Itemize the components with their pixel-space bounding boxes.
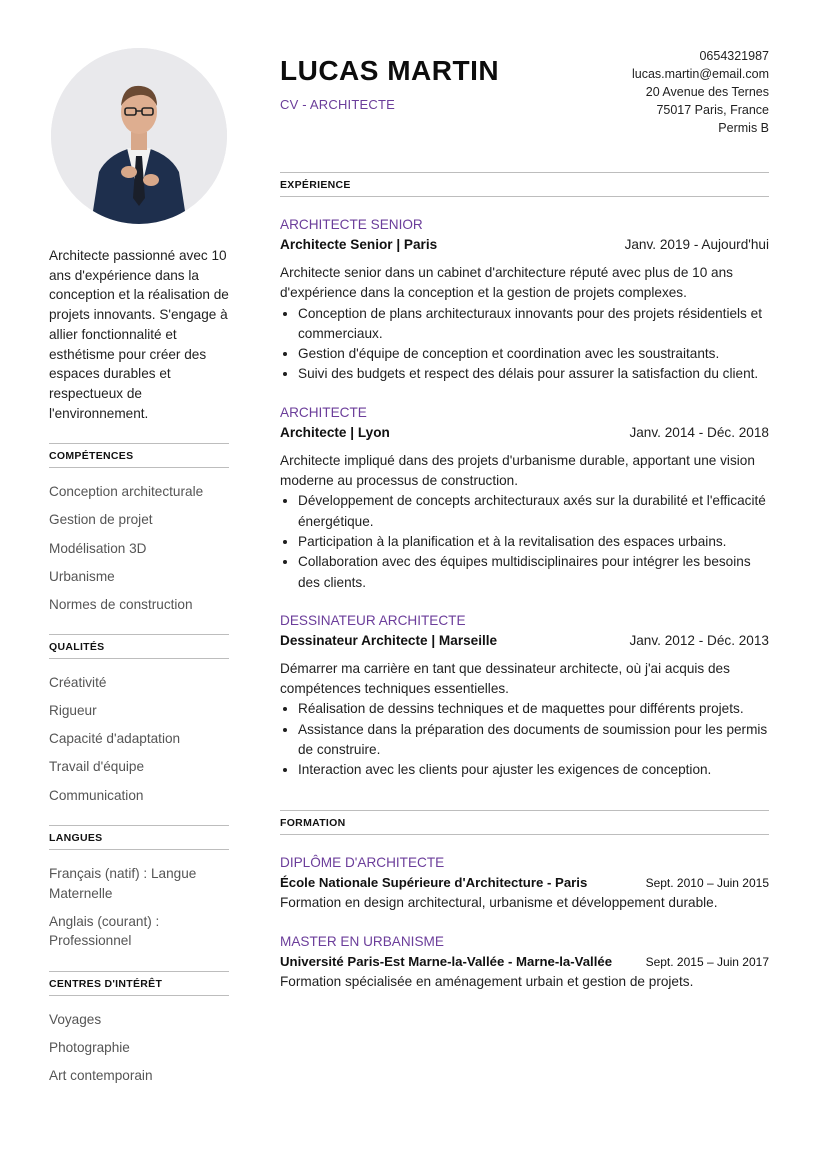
job-dates: Janv. 2019 - Aujourd'hui xyxy=(624,237,769,252)
languages-heading: LANGUES xyxy=(49,825,229,850)
education-entry xyxy=(280,933,769,992)
languages-section xyxy=(49,825,229,951)
job-bullets xyxy=(280,304,769,385)
interests-heading: CENTRES D'INTÉRÊT xyxy=(49,971,229,996)
job-bullet: • Interaction avec les clients pour ajuster les exigences de conception. xyxy=(298,760,769,780)
skill-item: Modélisation 3D xyxy=(49,540,147,556)
interest-item: Voyages xyxy=(49,1011,102,1027)
candidate-name: LUCAS MARTIN xyxy=(280,55,500,86)
quality-item: Communication xyxy=(49,787,144,803)
job-company: Architecte Senior | Paris xyxy=(280,237,438,252)
cv-subtitle: CV - ARCHITECTE xyxy=(280,97,395,112)
quality-item: Créativité xyxy=(49,675,107,691)
phone-number: 0654321987 xyxy=(699,49,769,63)
job-bullet: • Développement de concepts architecturaux axés sur la durabilité et l'efficacité énergétique. xyxy=(298,491,769,532)
job-description: Démarrer ma carrière en tant que dessinateur architecte, où j'ai acquis des compétences techniques essentielles. xyxy=(280,660,730,697)
job-entry xyxy=(280,612,769,781)
job-description: Architecte senior dans un cabinet d'architecture réputé avec plus de 10 ans d'expérience dans la conception et la gestion de projets complexes. xyxy=(280,265,733,301)
experience-heading: EXPÉRIENCE xyxy=(280,172,769,197)
job-dates: Janv. 2012 - Déc. 2013 xyxy=(629,632,769,648)
address-line-2: 75017 Paris, France xyxy=(656,103,769,117)
interest-item: Art contemporain xyxy=(49,1067,153,1083)
job-entry xyxy=(280,216,769,385)
school-name: École Nationale Supérieure d'Architecture - Paris xyxy=(280,874,588,890)
interests-section xyxy=(49,971,229,1086)
qualities-section xyxy=(49,634,229,805)
quality-item: Capacité d'adaptation xyxy=(49,731,181,747)
job-bullet: • Collaboration avec des équipes multidisciplinaires pour intégrer les besoins des clients. xyxy=(298,552,769,593)
driving-license: Permis B xyxy=(718,121,769,135)
education-dates: Sept. 2015 – Juin 2017 xyxy=(645,954,769,969)
job-bullet: • Assistance dans la préparation des documents de soumission pour les permis de construire. xyxy=(298,720,769,761)
education-description: Formation en design architectural, urbanisme et développement durable. xyxy=(280,894,718,910)
job-title: ARCHITECTE xyxy=(280,404,367,420)
education-entry xyxy=(280,854,769,913)
job-meta xyxy=(280,236,769,254)
main-column xyxy=(280,48,769,992)
skill-item: Normes de construction xyxy=(49,596,193,612)
job-bullets xyxy=(280,491,769,592)
job-bullet: • Conception de plans architecturaux innovants pour des projets résidentiels et commerciaux. xyxy=(298,304,769,345)
quality-item: Rigueur xyxy=(49,703,97,719)
school-name: Université Paris-Est Marne-la-Vallée - Marne-la-Vallée xyxy=(280,953,613,969)
job-bullets xyxy=(280,699,769,780)
education-meta xyxy=(280,873,769,893)
job-meta xyxy=(280,424,769,442)
degree-title: MASTER EN URBANISME xyxy=(280,933,444,949)
education-description: Formation spécialisée en aménagement urbain et gestion de projets. xyxy=(280,973,694,989)
job-bullet: • Suivi des budgets et respect des délais pour assurer la satisfaction du client. xyxy=(298,364,769,384)
profile-photo xyxy=(51,48,227,224)
language-item: Français (natif) : Langue Maternelle xyxy=(49,866,197,901)
education-meta xyxy=(280,952,769,972)
education-heading: FORMATION xyxy=(280,810,769,835)
sidebar xyxy=(49,48,229,1094)
job-entry xyxy=(280,404,769,593)
qualities-heading: QUALITÉS xyxy=(49,634,229,659)
job-company: Architecte | Lyon xyxy=(280,424,390,440)
skill-item: Conception architecturale xyxy=(49,484,204,500)
job-dates: Janv. 2014 - Déc. 2018 xyxy=(629,424,769,440)
email-address: lucas.martin@email.com xyxy=(631,67,769,81)
skills-section xyxy=(49,443,229,614)
job-bullet: • Réalisation de dessins techniques et de maquettes pour différents projets. xyxy=(298,699,769,719)
job-description: Architecte impliqué dans des projets d'urbanisme durable, apportant une vision moderne au processus de construction. xyxy=(280,452,755,489)
address-line-1: 20 Avenue des Ternes xyxy=(645,85,769,99)
profile-summary: Architecte passionné avec 10 ans d'expérience dans la conception et la réalisation de projets innovants. S'engage à allier fonctionnalité et esthétisme pour créer des espaces durables et respectueux de l'environnement. xyxy=(49,248,229,421)
quality-item: Travail d'équipe xyxy=(49,759,145,775)
education-dates: Sept. 2010 – Juin 2015 xyxy=(645,875,769,890)
job-title: DESSINATEUR ARCHITECTE xyxy=(280,612,466,628)
job-title: ARCHITECTE SENIOR xyxy=(280,217,423,232)
job-bullet: • Participation à la planification et à la revitalisation des espaces urbains. xyxy=(298,532,769,552)
skills-heading: COMPÉTENCES xyxy=(49,443,229,468)
skill-item: Urbanisme xyxy=(49,568,115,584)
interest-item: Photographie xyxy=(49,1039,130,1055)
language-item: Anglais (courant) : Professionnel xyxy=(49,913,160,949)
degree-title: DIPLÔME D'ARCHITECTE xyxy=(280,854,445,870)
job-company: Dessinateur Architecte | Marseille xyxy=(280,632,498,648)
job-meta xyxy=(280,632,769,650)
job-bullet: • Gestion d'équipe de conception et coordination avec les soustraitants. xyxy=(298,344,769,364)
skill-item: Gestion de projet xyxy=(49,512,153,528)
